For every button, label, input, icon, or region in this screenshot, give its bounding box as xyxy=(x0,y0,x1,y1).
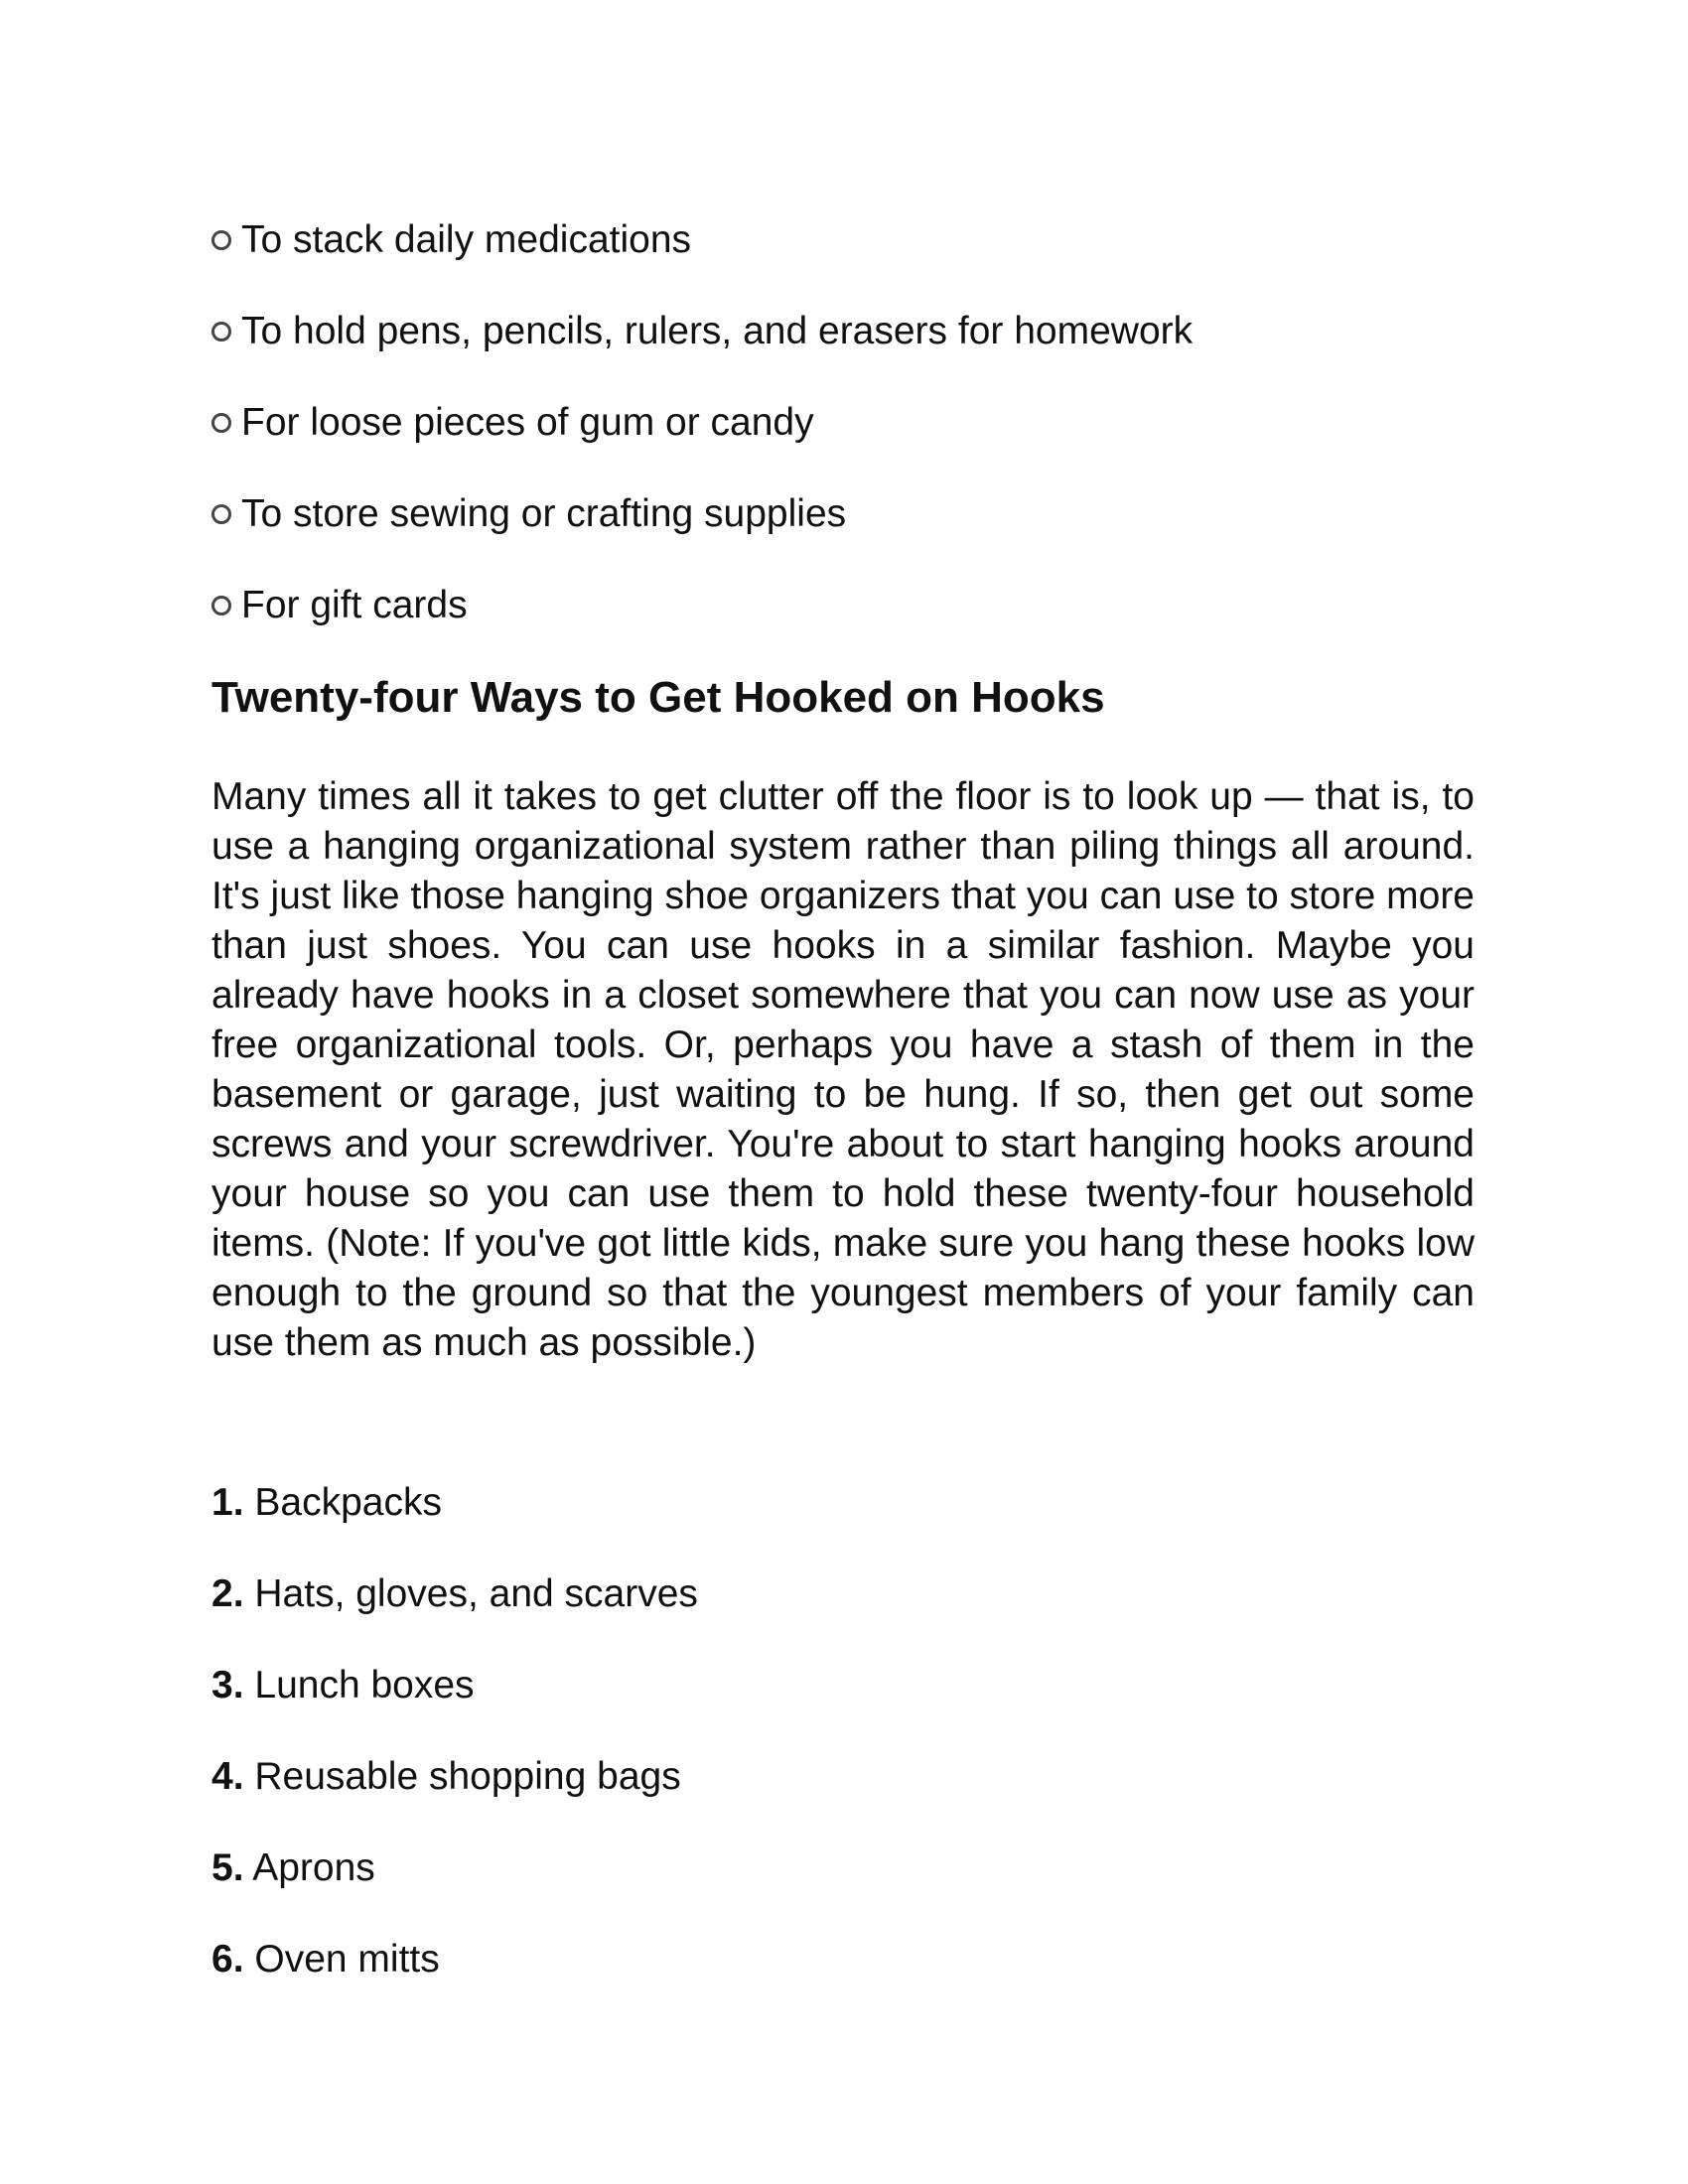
item-number: 5. xyxy=(211,1846,244,1889)
bullet-item xyxy=(211,195,1193,286)
item-number: 6. xyxy=(211,1938,244,1980)
numbered-item xyxy=(211,1457,698,1549)
bullet-text: To store sewing or crafting supplies xyxy=(241,492,847,535)
numbered-list xyxy=(211,1457,698,2005)
numbered-item xyxy=(211,1549,698,1640)
circle-bullet-icon xyxy=(211,413,231,433)
circle-bullet-icon xyxy=(211,322,231,341)
item-text: Aprons xyxy=(252,1846,375,1889)
bullet-item xyxy=(211,560,1193,651)
item-text: Oven mitts xyxy=(254,1938,440,1980)
bullet-item xyxy=(211,469,1193,560)
numbered-item xyxy=(211,1731,698,1823)
numbered-item xyxy=(211,1640,698,1731)
item-text: Lunch boxes xyxy=(254,1664,475,1706)
item-text: Hats, gloves, and scarves xyxy=(254,1572,698,1615)
numbered-item xyxy=(211,1914,698,2005)
bullet-text: For loose pieces of gum or candy xyxy=(241,401,814,444)
item-number: 4. xyxy=(211,1755,244,1798)
item-text: Reusable shopping bags xyxy=(254,1755,681,1798)
numbered-item xyxy=(211,1823,698,1914)
circle-bullet-icon xyxy=(211,230,231,250)
item-number: 3. xyxy=(211,1664,244,1706)
item-text: Backpacks xyxy=(254,1481,442,1524)
item-number: 2. xyxy=(211,1572,244,1615)
circle-bullet-icon xyxy=(211,504,231,524)
bullet-text: For gift cards xyxy=(241,584,468,626)
bullet-item xyxy=(211,377,1193,469)
bullet-list xyxy=(211,195,1193,651)
section-heading: Twenty-four Ways to Get Hooked on Hooks xyxy=(211,673,1105,722)
item-number: 1. xyxy=(211,1481,244,1524)
bullet-text: To stack daily medications xyxy=(241,218,692,261)
body-paragraph: Many times all it takes to get clutter off the floor is to look up — that is, to use a hanging organizational system rather than piling things all around. It's just like those hanging shoe organizers that you can use to store more than just shoes. You can use hooks in a similar fashion. Maybe you already have hooks in a closet somewhere that you can now use as your free organizational tools. Or, perhaps you have a stash of them in the basement or garage, just waiting to be hung. If so, then get out some screws and your screwdriver. You're about to start hanging hooks around your house so you can use them to hold these twenty-four household items. (Note: If you've got little kids, make sure you hang these hooks low enough to the ground so that the youngest members of your family can use them as much as possible.) xyxy=(211,775,1475,1364)
bullet-item xyxy=(211,286,1193,377)
circle-bullet-icon xyxy=(211,596,231,615)
bullet-text: To hold pens, pencils, rulers, and erasers for homework xyxy=(241,310,1194,352)
